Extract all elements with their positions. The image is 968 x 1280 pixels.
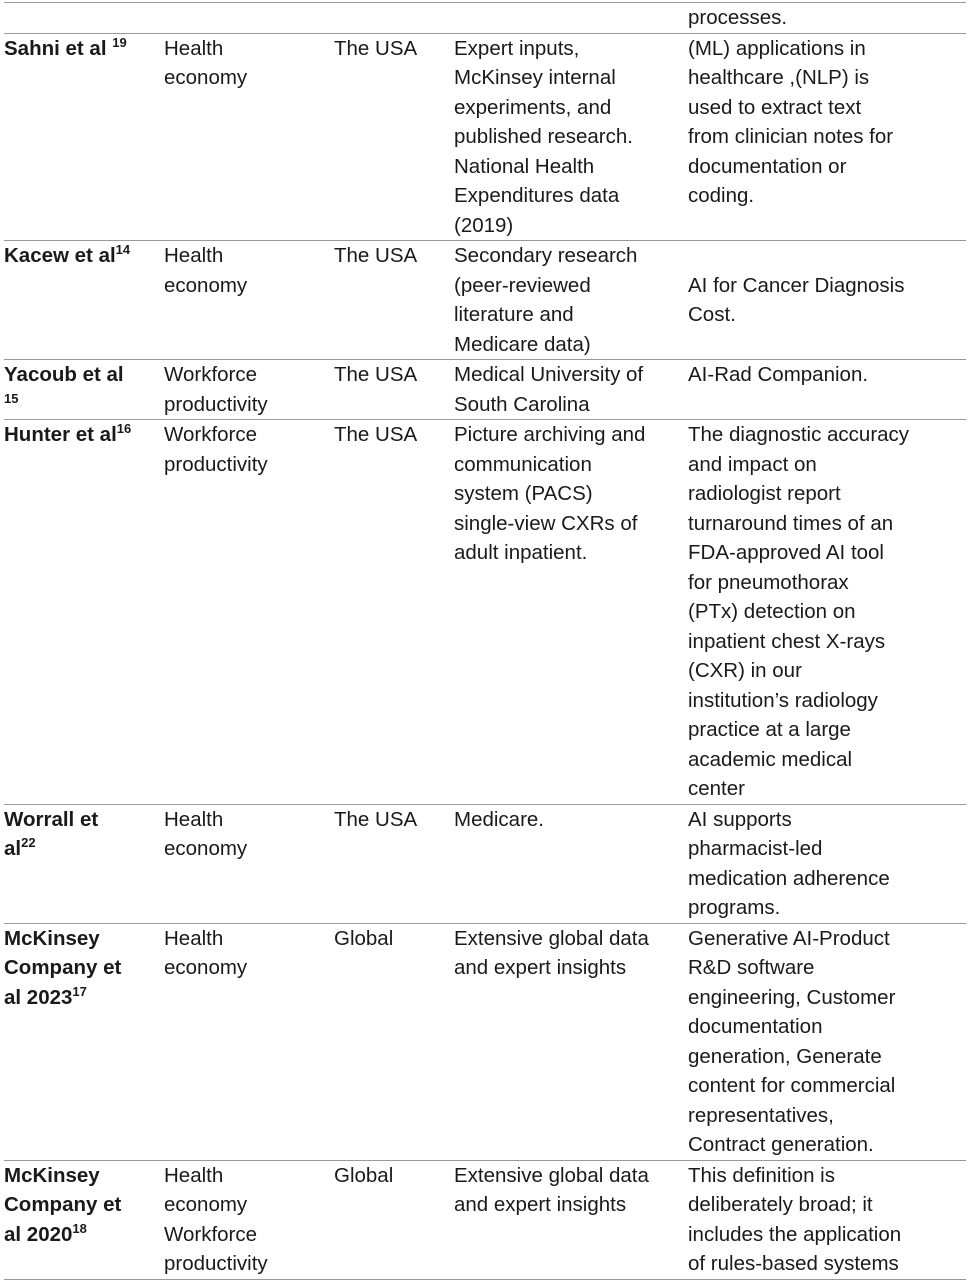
category-cell	[164, 3, 334, 34]
table-row	[4, 420, 966, 805]
table-row	[4, 241, 966, 360]
ai-application-text: processes.	[688, 6, 788, 29]
ai-application-text: AI-Rad Companion.	[688, 363, 869, 386]
table-row	[4, 360, 966, 420]
data-source-cell: Extensive global data and expert insights	[454, 923, 688, 1160]
country-cell: Global	[334, 923, 454, 1160]
ai-application-cell	[688, 1160, 966, 1279]
category-cell: Workforce productivity	[164, 360, 334, 420]
reference-number: 14	[115, 242, 131, 257]
ai-application-cell	[688, 923, 966, 1160]
reference-number: 17	[72, 983, 87, 999]
ai-application-text: This definition is deliberately broad; it includes the application of rules-based systems	[688, 1163, 902, 1275]
table-row	[4, 923, 966, 1160]
author-text: Worrall et al	[4, 807, 99, 860]
country-cell: Global	[334, 1160, 454, 1279]
author-text: Sahni et al	[4, 36, 113, 60]
category-cell: Health economy	[164, 33, 334, 241]
author-cell	[4, 420, 164, 805]
author-cell	[4, 3, 164, 34]
ai-application-cell	[688, 420, 966, 805]
author-text: McKinsey Company et al 2023	[4, 926, 122, 1009]
blank-line	[688, 241, 966, 271]
table-row	[4, 804, 966, 923]
category-cell: Health economy	[164, 241, 334, 360]
data-source-cell: Extensive global data and expert insights	[454, 1160, 688, 1279]
data-source-cell: Expert inputs, McKinsey internal experiments, and published research. National Health Expenditures data (2019)	[454, 33, 688, 241]
ai-application-text: AI for Cancer Diagnosis Cost.	[688, 273, 905, 326]
reference-number: 19	[112, 34, 127, 50]
country-cell: The USA	[334, 420, 454, 805]
author-cell	[4, 1160, 164, 1279]
author-cell	[4, 923, 164, 1160]
category-cell: Health economy	[164, 923, 334, 1160]
ai-application-cell	[688, 804, 966, 923]
country-cell: The USA	[334, 360, 454, 420]
reference-number: 18	[72, 1220, 87, 1236]
category-cell: Health economy	[164, 804, 334, 923]
literature-table-body	[4, 3, 966, 1280]
reference-number: 22	[21, 835, 36, 850]
table-row	[4, 3, 966, 34]
ai-application-cell	[688, 3, 966, 34]
author-text: Kacew et al	[4, 244, 116, 267]
country-cell	[334, 3, 454, 34]
author-text: Hunter et al	[4, 423, 117, 446]
ai-application-text: The diagnostic accuracy and impact on radiologist report turnaround times of an FDA-approved AI tool for pneumothorax (PTx) detection on inpatient chest X-rays (CXR) in our institution’s radiology practice at a large academic medical center	[688, 423, 910, 800]
ai-application-cell	[688, 33, 966, 241]
table-row	[4, 33, 966, 241]
data-source-cell	[454, 3, 688, 34]
ai-application-text: (ML) applications in healthcare ,(NLP) is used to extract text from clinician notes for documentation or coding.	[688, 36, 894, 207]
data-source-cell: Secondary research (peer-reviewed literature and Medicare data)	[454, 241, 688, 360]
reference-number: 15	[4, 390, 19, 406]
author-text: Yacoub et al	[4, 363, 124, 386]
author-cell	[4, 241, 164, 360]
country-cell: The USA	[334, 804, 454, 923]
ai-application-cell	[688, 241, 966, 360]
ai-application-text: Generative AI-Product R&D software engineering, Customer documentation generation, Generate content for commercial representatives, Contract generation.	[688, 926, 896, 1156]
reference-number: 16	[116, 421, 132, 436]
category-cell: Health economy Workforce productivity	[164, 1160, 334, 1279]
author-cell	[4, 33, 164, 241]
country-cell: The USA	[334, 33, 454, 241]
author-cell	[4, 360, 164, 420]
ai-application-cell	[688, 360, 966, 420]
table-row	[4, 1160, 966, 1279]
literature-table	[4, 2, 966, 1280]
data-source-cell: Medical University of South Carolina	[454, 360, 688, 420]
data-source-cell: Picture archiving and communication system (PACS) single-view CXRs of adult inpatient.	[454, 420, 688, 805]
ai-application-text: AI supports pharmacist-led medication adherence programs.	[688, 807, 890, 919]
data-source-cell: Medicare.	[454, 804, 688, 923]
category-cell: Workforce productivity	[164, 420, 334, 805]
country-cell: The USA	[334, 241, 454, 360]
author-text: McKinsey Company et al 2020	[4, 1163, 122, 1246]
author-cell	[4, 804, 164, 923]
